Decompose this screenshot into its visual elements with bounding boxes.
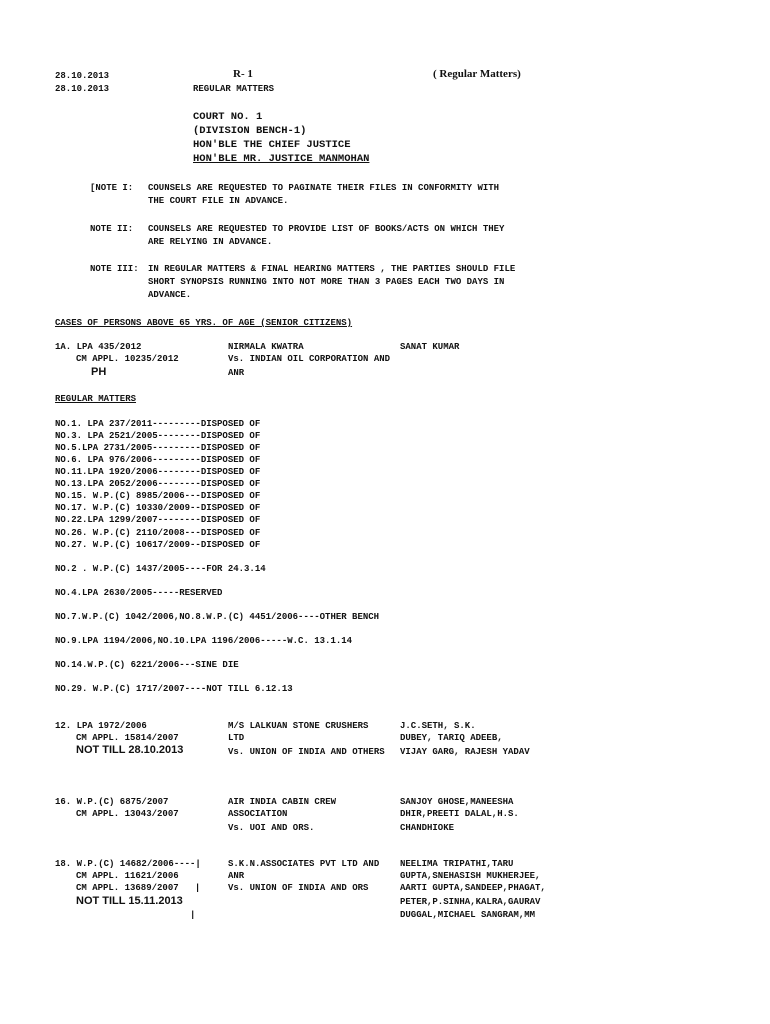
case-tag: NOT TILL 28.10.2013	[76, 744, 184, 756]
note-text: ARE RELYING IN ADVANCE.	[148, 237, 273, 247]
note-text: COUNSELS ARE REQUESTED TO PAGINATE THEIR FILES IN CONFORMITY WITH	[148, 183, 500, 193]
list-code: R- 1	[233, 68, 253, 80]
court-number: COURT NO. 1	[193, 111, 263, 123]
counsel-name: SANJOY GHOSE,MANEESHA	[400, 797, 514, 807]
judge-name: HON'BLE THE CHIEF JUSTICE	[193, 139, 351, 151]
list-date: 28.10.2013	[55, 71, 110, 81]
party-name: Vs. INDIAN OIL CORPORATION AND	[228, 354, 391, 364]
disposed-entry: NO.27. W.P.(C) 10617/2009--DISPOSED OF	[55, 540, 261, 550]
case-number: 18. W.P.(C) 14682/2006----|	[55, 859, 201, 869]
judge-name: HON'BLE MR. JUSTICE MANMOHAN	[193, 153, 370, 165]
section-heading: CASES OF PERSONS ABOVE 65 YRS. OF AGE (SENIOR CITIZENS)	[55, 318, 353, 328]
counsel-name: VIJAY GARG, RAJESH YADAV	[400, 747, 530, 757]
matter-entry: NO.4.LPA 2630/2005-----RESERVED	[55, 588, 223, 598]
counsel-name: PETER,P.SINHA,KALRA,GAURAV	[400, 897, 541, 907]
note-text: ADVANCE.	[148, 290, 192, 300]
disposed-entry: NO.22.LPA 1299/2007--------DISPOSED OF	[55, 515, 261, 525]
note-label: NOTE III:	[90, 264, 139, 274]
matter-entry: NO.7.W.P.(C) 1042/2006,NO.8.W.P.(C) 4451/2006----OTHER BENCH	[55, 612, 380, 622]
note-text: THE COURT FILE IN ADVANCE.	[148, 196, 289, 206]
counsel-name: CHANDHIOKE	[400, 823, 455, 833]
note-label: [NOTE I:	[90, 183, 134, 193]
party-name: S.K.N.ASSOCIATES PVT LTD AND	[228, 859, 380, 869]
party-name: Vs. UNION OF INDIA AND OTHERS	[228, 747, 385, 757]
counsel-name: NEELIMA TRIPATHI,TARU	[400, 859, 514, 869]
case-tag: PH	[91, 366, 107, 378]
counsel-name: GUPTA,SNEHASISH MUKHERJEE,	[400, 871, 541, 881]
party-name: Vs. UNION OF INDIA AND ORS	[228, 883, 369, 893]
counsel-name: DHIR,PREETI DALAL,H.S.	[400, 809, 519, 819]
bracket-mark: |	[190, 910, 196, 920]
counsel-name: SANAT KUMAR	[400, 342, 460, 352]
disposed-entry: NO.15. W.P.(C) 8985/2006---DISPOSED OF	[55, 491, 261, 501]
cm-application: CM APPL. 13689/2007 |	[76, 883, 201, 893]
counsel-name: DUGGAL,MICHAEL SANGRAM,MM	[400, 910, 536, 920]
case-number: 1A. LPA 435/2012	[55, 342, 142, 352]
matter-entry: NO.2 . W.P.(C) 1437/2005----FOR 24.3.14	[55, 564, 266, 574]
list-type: ( Regular Matters)	[433, 68, 521, 80]
case-number: 12. LPA 1972/2006	[55, 721, 147, 731]
party-name: ASSOCIATION	[228, 809, 288, 819]
note-label: NOTE II:	[90, 224, 134, 234]
disposed-entry: NO.13.LPA 2052/2006--------DISPOSED OF	[55, 479, 261, 489]
counsel-name: DUBEY, TARIQ ADEEB,	[400, 733, 503, 743]
list-heading: REGULAR MATTERS	[193, 84, 275, 94]
note-text: SHORT SYNOPSIS RUNNING INTO NOT MORE THAN 3 PAGES EACH TWO DAYS IN	[148, 277, 505, 287]
party-name: ANR	[228, 871, 245, 881]
party-name: LTD	[228, 733, 245, 743]
cm-application: CM APPL. 13043/2007	[76, 809, 179, 819]
cm-application: CM APPL. 11621/2006	[76, 871, 179, 881]
party-name: ANR	[228, 368, 245, 378]
disposed-entry: NO.17. W.P.(C) 10330/2009--DISPOSED OF	[55, 503, 261, 513]
party-name: NIRMALA KWATRA	[228, 342, 304, 352]
bench-division: (DIVISION BENCH-1)	[193, 125, 307, 137]
matter-entry: NO.29. W.P.(C) 1717/2007----NOT TILL 6.12.13	[55, 684, 293, 694]
case-tag: NOT TILL 15.11.2013	[76, 895, 183, 907]
counsel-name: AARTI GUPTA,SANDEEP,PHAGAT,	[400, 883, 546, 893]
disposed-entry: NO.5.LPA 2731/2005---------DISPOSED OF	[55, 443, 261, 453]
cm-application: CM APPL. 15814/2007	[76, 733, 179, 743]
case-number: 16. W.P.(C) 6875/2007	[55, 797, 169, 807]
list-date-secondary: 28.10.2013	[55, 84, 110, 94]
party-name: M/S LALKUAN STONE CRUSHERS	[228, 721, 369, 731]
matter-entry: NO.9.LPA 1194/2006,NO.10.LPA 1196/2006-----W.C. 13.1.14	[55, 636, 353, 646]
note-text: IN REGULAR MATTERS & FINAL HEARING MATTERS , THE PARTIES SHOULD FILE	[148, 264, 516, 274]
matter-entry: NO.14.W.P.(C) 6221/2006---SINE DIE	[55, 660, 239, 670]
note-text: COUNSELS ARE REQUESTED TO PROVIDE LIST OF BOOKS/ACTS ON WHICH THEY	[148, 224, 505, 234]
party-name: Vs. UOI AND ORS.	[228, 823, 315, 833]
disposed-entry: NO.1. LPA 237/2011---------DISPOSED OF	[55, 419, 261, 429]
section-heading: REGULAR MATTERS	[55, 394, 137, 404]
disposed-entry: NO.11.LPA 1920/2006--------DISPOSED OF	[55, 467, 261, 477]
cm-application: CM APPL. 10235/2012	[76, 354, 179, 364]
disposed-entry: NO.6. LPA 976/2006---------DISPOSED OF	[55, 455, 261, 465]
counsel-name: J.C.SETH, S.K.	[400, 721, 476, 731]
party-name: AIR INDIA CABIN CREW	[228, 797, 337, 807]
disposed-entry: NO.3. LPA 2521/2005--------DISPOSED OF	[55, 431, 261, 441]
disposed-entry: NO.26. W.P.(C) 2110/2008---DISPOSED OF	[55, 528, 261, 538]
